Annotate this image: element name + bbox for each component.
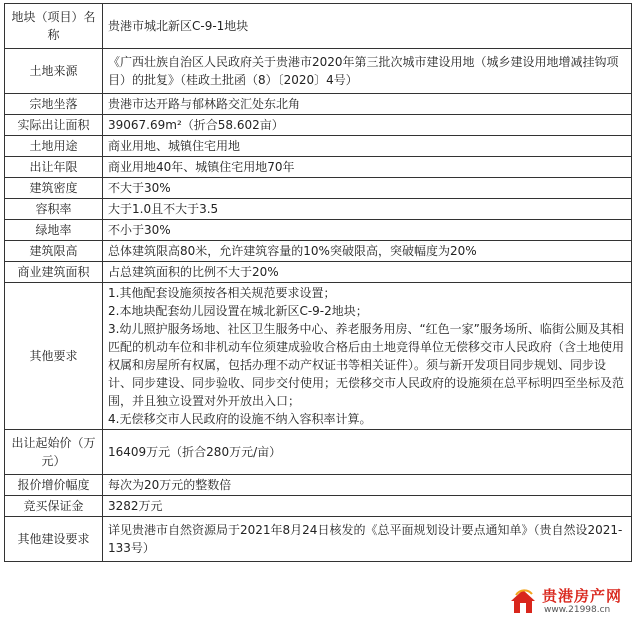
row-label: 地块（项目）名称 [5,4,103,49]
value-line: 2.本地块配套幼儿园设置在城北新区C-9-2地块； [108,304,368,318]
table-row [5,199,632,220]
row-label: 商业建筑面积 [5,262,103,283]
row-label: 土地来源 [5,49,103,94]
value-line: 3282万元 [108,499,163,513]
value-line: 《广西壮族自治区人民政府关于贵港市2020年第三批次城市建设用地（城乡建设用地增减挂钩项目）的批复》（桂政土批函（8）〔2020〕4号） [108,55,619,87]
row-value [103,4,632,49]
row-value [103,430,632,475]
table-row [5,430,632,475]
house-logo-icon [508,586,538,616]
row-label: 其他要求 [5,283,103,430]
watermark-url: www.21998.cn [544,605,611,615]
row-value [103,241,632,262]
row-value [103,115,632,136]
table-row [5,496,632,517]
row-label: 报价增价幅度 [5,475,103,496]
table-row [5,283,632,430]
table-row [5,115,632,136]
row-label: 土地用途 [5,136,103,157]
row-value [103,283,632,430]
row-label: 出让年限 [5,157,103,178]
table-row [5,262,632,283]
table-row [5,178,632,199]
row-label: 绿地率 [5,220,103,241]
table-row [5,517,632,562]
row-value [103,49,632,94]
row-label: 实际出让面积 [5,115,103,136]
row-value [103,496,632,517]
site-watermark [508,584,636,620]
value-line: 不小于30% [108,223,171,237]
value-line: 商业用地40年、城镇住宅用地70年 [108,160,295,174]
value-line: 3.幼儿照护服务场地、社区卫生服务中心、养老服务用房、“红色一家”服务场所、临街公厕及其相匹配的机动车位和非机动车位须建成验收合格后由土地竞得单位无偿移交市人民政府（含土地使用权属和房屋所有权属，包括办理不动产权证书等相关证件）。须与新开发项目同步规划、同步设计、同步建设、同步验收、同步交付使用；无偿移交市人民政府的设施须在总平标明四至坐标及范围，并且独立设置对外开放出入口； [108,322,625,408]
row-label: 容积率 [5,199,103,220]
table-row [5,475,632,496]
row-label: 建筑限高 [5,241,103,262]
value-line: 4.无偿移交市人民政府的设施不纳入容积率计算。 [108,412,372,426]
row-value [103,517,632,562]
table-row [5,49,632,94]
value-line: 不大于30% [108,181,171,195]
row-value [103,475,632,496]
value-line: 贵港市达开路与郁林路交汇处东北角 [108,97,301,111]
row-value [103,199,632,220]
table-row [5,157,632,178]
value-line: 贵港市城北新区C-9-1地块 [108,19,249,33]
value-line: 1.其他配套设施须按各相关规范要求设置； [108,286,336,300]
land-parcel-info-table [4,3,632,562]
watermark-brand: 贵港房产网 [542,587,623,605]
row-value [103,94,632,115]
row-label: 出让起始价（万元） [5,430,103,475]
row-value [103,136,632,157]
row-label: 其他建设要求 [5,517,103,562]
row-label: 宗地坐落 [5,94,103,115]
value-line: 大于1.0且不大于3.5 [108,202,219,216]
row-label: 竞买保证金 [5,496,103,517]
table-row [5,136,632,157]
row-value [103,220,632,241]
table-row [5,220,632,241]
table-row [5,241,632,262]
value-line: 占总建筑面积的比例不大于20% [108,265,279,279]
table-row [5,94,632,115]
row-value [103,157,632,178]
table-row [5,4,632,49]
row-value [103,178,632,199]
value-line: 每次为20万元的整数倍 [108,478,232,492]
value-line: 16409万元（折合280万元/亩） [108,445,282,459]
value-line: 总体建筑限高80米，允许建筑容量的10%突破限高，突破幅度为20% [108,244,477,258]
row-label: 建筑密度 [5,178,103,199]
row-value [103,262,632,283]
value-line: 商业用地、城镇住宅用地 [108,139,241,153]
value-line: 39067.69m²（折合58.602亩） [108,118,284,132]
value-line: 详见贵港市自然资源局于2021年8月24日核发的《总平面规划设计要点通知单》（贵自然设2021-133号） [108,523,623,555]
